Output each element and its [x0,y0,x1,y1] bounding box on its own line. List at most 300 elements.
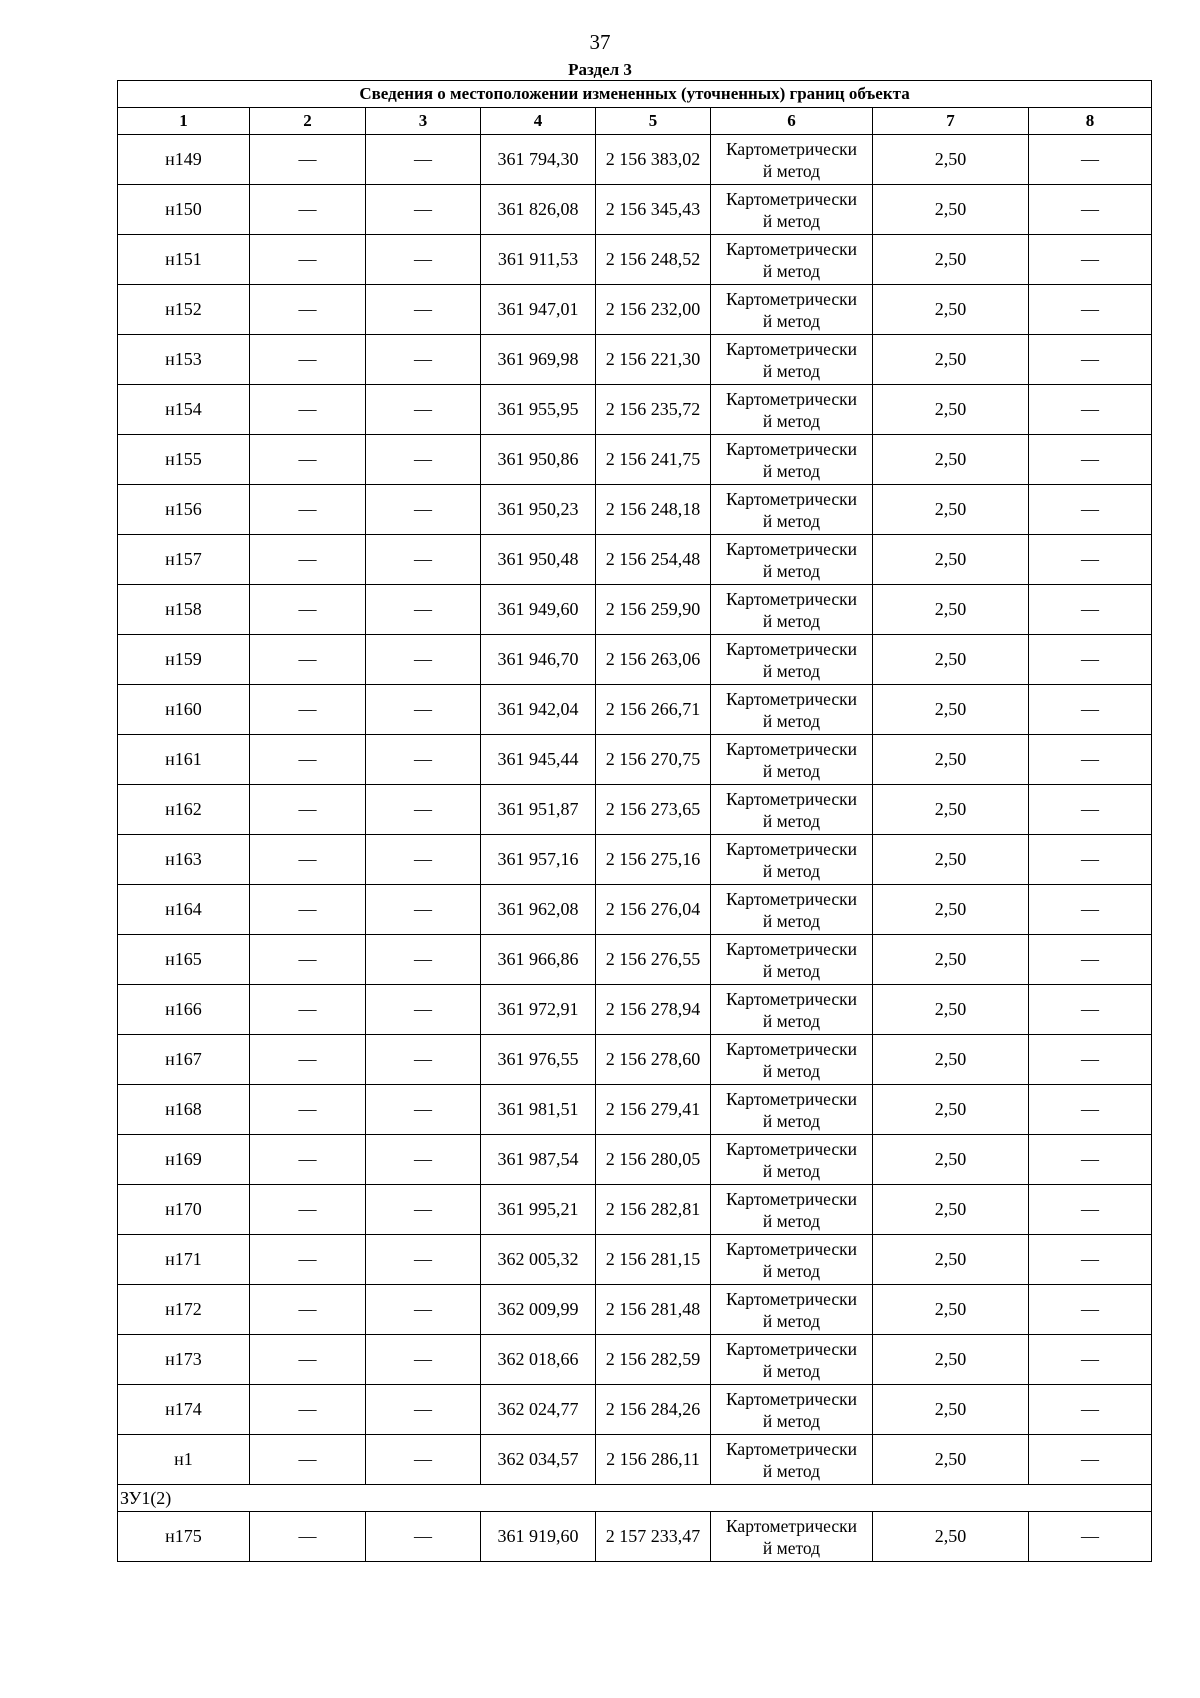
table-row [118,385,1152,435]
accuracy-cell: 2,50 [873,1512,1029,1562]
point-cell: н154 [118,385,250,435]
column-header: 3 [366,108,481,135]
dash-mark: — [414,549,432,569]
col2-cell [250,235,366,285]
method-line-1: Картометрически [725,188,858,209]
method-line-2: й метод [762,810,821,831]
col8-cell [1029,485,1152,535]
method-line-1: Картометрически [725,1188,858,1209]
point-cell: н163 [118,835,250,885]
col3-cell [366,1185,481,1235]
dash-mark: — [298,1149,317,1169]
x-coordinate-cell: 361 955,95 [481,385,596,435]
dash-mark: — [1081,599,1100,619]
accuracy-cell: 2,50 [873,1085,1029,1135]
accuracy-cell: 2,50 [873,785,1029,835]
col8-cell [1029,1435,1152,1485]
dash-mark: — [298,549,317,569]
y-coordinate-cell: 2 156 221,30 [596,335,711,385]
dash-mark: — [298,699,317,719]
method-line-2: й метод [762,1410,821,1431]
accuracy-cell: 2,50 [873,185,1029,235]
method-cell [711,1235,873,1285]
accuracy-cell: 2,50 [873,1435,1029,1485]
column-header: 2 [250,108,366,135]
col2-cell [250,385,366,435]
dash-mark: — [414,349,432,369]
x-coordinate-cell: 361 972,91 [481,985,596,1035]
method-line-2: й метод [762,360,821,381]
method-line-2: й метод [762,560,821,581]
method-line-1: Картометрически [725,1288,858,1309]
method-line-2: й метод [762,410,821,431]
col3-cell [366,835,481,885]
method-line-1: Картометрически [725,688,858,709]
col3-cell [366,235,481,285]
x-coordinate-cell: 362 018,66 [481,1335,596,1385]
y-coordinate-cell: 2 156 259,90 [596,585,711,635]
col3-cell [366,935,481,985]
method-line-1: Картометрически [725,288,858,309]
col8-cell [1029,285,1152,335]
method-line-2: й метод [762,1210,821,1231]
accuracy-cell: 2,50 [873,285,1029,335]
dash-mark: — [298,449,317,469]
col2-cell [250,1235,366,1285]
y-coordinate-cell: 2 156 286,11 [596,1435,711,1485]
method-line-1: Картометрически [725,338,858,359]
col2-cell [250,285,366,335]
x-coordinate-cell: 361 987,54 [481,1135,596,1185]
table-row [118,1385,1152,1435]
y-coordinate-cell: 2 156 282,59 [596,1335,711,1385]
col3-cell [366,485,481,535]
point-cell: н173 [118,1335,250,1385]
dash-mark: — [414,199,432,219]
method-cell [711,1385,873,1435]
method-cell [711,985,873,1035]
method-line-2: й метод [762,1537,821,1558]
y-coordinate-cell: 2 156 281,15 [596,1235,711,1285]
col8-cell [1029,785,1152,835]
table-row [118,1235,1152,1285]
method-line-2: й метод [762,1160,821,1181]
dash-mark: — [1081,549,1100,569]
dash-mark: — [414,499,432,519]
dash-mark: — [298,199,317,219]
dash-mark: — [414,1249,432,1269]
col8-cell [1029,235,1152,285]
col2-cell [250,1185,366,1235]
dash-mark: — [298,249,317,269]
group-row [118,1485,1152,1512]
table-row [118,785,1152,835]
method-line-2: й метод [762,1110,821,1131]
method-line-2: й метод [762,610,821,631]
method-line-1: Картометрически [725,238,858,259]
dash-mark: — [414,599,432,619]
method-line-1: Картометрически [725,438,858,459]
col8-cell [1029,1085,1152,1135]
col8-cell [1029,835,1152,885]
col8-cell [1029,735,1152,785]
dash-mark: — [414,1199,432,1219]
col3-cell [366,1235,481,1285]
table-row [118,585,1152,635]
x-coordinate-cell: 362 024,77 [481,1385,596,1435]
table-row [118,1435,1152,1485]
col2-cell [250,1035,366,1085]
dash-mark: — [298,1349,317,1369]
col3-cell [366,1135,481,1185]
method-line-1: Картометрически [725,1088,858,1109]
coordinates-table [117,80,1152,1562]
point-cell: н156 [118,485,250,535]
accuracy-cell: 2,50 [873,1135,1029,1185]
col8-cell [1029,885,1152,935]
method-line-2: й метод [762,960,821,981]
dash-mark: — [414,449,432,469]
accuracy-cell: 2,50 [873,235,1029,285]
accuracy-cell: 2,50 [873,885,1029,935]
method-cell [711,1285,873,1335]
table-row [118,1085,1152,1135]
method-line-1: Картометрически [725,588,858,609]
col3-cell [366,1385,481,1435]
method-cell [711,385,873,435]
dash-mark: — [1081,1299,1100,1319]
method-cell [711,1035,873,1085]
col3-cell [366,735,481,785]
x-coordinate-cell: 361 995,21 [481,1185,596,1235]
group-label: ЗУ1(2) [118,1485,1152,1512]
x-coordinate-cell: 361 942,04 [481,685,596,735]
method-line-1: Картометрически [725,938,858,959]
col8-cell [1029,985,1152,1035]
method-cell [711,735,873,785]
col3-cell [366,685,481,735]
col2-cell [250,1135,366,1185]
y-coordinate-cell: 2 156 284,26 [596,1385,711,1435]
table-caption: Сведения о местоположении измененных (уточненных) границ объекта [118,81,1152,108]
y-coordinate-cell: 2 156 248,52 [596,235,711,285]
dash-mark: — [298,1249,317,1269]
point-cell: н155 [118,435,250,485]
col2-cell [250,335,366,385]
method-line-1: Картометрически [725,388,858,409]
dash-mark: — [414,149,432,169]
method-cell [711,585,873,635]
col2-cell [250,1085,366,1135]
section-title: Раздел 3 [568,60,632,79]
dash-mark: — [414,699,432,719]
col3-cell [366,385,481,435]
col2-cell [250,535,366,585]
col2-cell [250,735,366,785]
table-row [118,735,1152,785]
x-coordinate-cell: 362 005,32 [481,1235,596,1285]
col8-cell [1029,185,1152,235]
dash-mark: — [1081,899,1100,919]
col2-cell [250,435,366,485]
dash-mark: — [298,1399,317,1419]
dash-mark: — [298,1099,317,1119]
table-row [118,485,1152,535]
table-row [118,685,1152,735]
col8-cell [1029,1235,1152,1285]
dash-mark: — [298,1526,317,1546]
dash-mark: — [414,1049,432,1069]
method-line-1: Картометрически [725,788,858,809]
method-line-1: Картометрически [725,1515,858,1536]
x-coordinate-cell: 361 951,87 [481,785,596,835]
dash-mark: — [298,599,317,619]
dash-mark: — [1081,1399,1100,1419]
point-cell: н164 [118,885,250,935]
accuracy-cell: 2,50 [873,1385,1029,1435]
point-cell: н150 [118,185,250,235]
point-cell: н159 [118,635,250,685]
method-cell [711,285,873,335]
method-cell [711,185,873,235]
col8-cell [1029,1285,1152,1335]
method-line-1: Картометрически [725,1338,858,1359]
col2-cell [250,485,366,535]
table-row [118,835,1152,885]
method-line-2: й метод [762,1260,821,1281]
dash-mark: — [414,749,432,769]
point-cell: н167 [118,1035,250,1085]
dash-mark: — [414,999,432,1019]
method-cell [711,535,873,585]
col3-cell [366,1335,481,1385]
accuracy-cell: 2,50 [873,1335,1029,1385]
y-coordinate-cell: 2 156 276,55 [596,935,711,985]
point-cell: н175 [118,1512,250,1562]
y-coordinate-cell: 2 156 266,71 [596,685,711,735]
dash-mark: — [414,849,432,869]
dash-mark: — [414,299,432,319]
method-cell [711,935,873,985]
point-cell: н174 [118,1385,250,1435]
y-coordinate-cell: 2 156 248,18 [596,485,711,535]
method-line-2: й метод [762,660,821,681]
col2-cell [250,1512,366,1562]
dash-mark: — [298,749,317,769]
dash-mark: — [1081,699,1100,719]
col3-cell [366,635,481,685]
x-coordinate-cell: 361 911,53 [481,235,596,285]
accuracy-cell: 2,50 [873,1035,1029,1085]
method-line-1: Картометрически [725,538,858,559]
method-line-2: й метод [762,710,821,731]
point-cell: н166 [118,985,250,1035]
accuracy-cell: 2,50 [873,635,1029,685]
dash-mark: — [298,399,317,419]
method-line-1: Картометрически [725,888,858,909]
table-row [118,1285,1152,1335]
dash-mark: — [414,799,432,819]
col8-cell [1029,1335,1152,1385]
method-line-1: Картометрически [725,638,858,659]
method-cell [711,1335,873,1385]
col8-cell [1029,1185,1152,1235]
dash-mark: — [1081,449,1100,469]
method-line-2: й метод [762,210,821,231]
method-cell [711,335,873,385]
col8-cell [1029,385,1152,435]
accuracy-cell: 2,50 [873,435,1029,485]
accuracy-cell: 2,50 [873,685,1029,735]
col2-cell [250,1385,366,1435]
method-cell [711,685,873,735]
point-cell: н162 [118,785,250,835]
dash-mark: — [1081,1199,1100,1219]
col8-cell [1029,1035,1152,1085]
table-row [118,985,1152,1035]
x-coordinate-cell: 361 976,55 [481,1035,596,1085]
col8-cell [1029,1135,1152,1185]
col2-cell [250,135,366,185]
col2-cell [250,635,366,685]
y-coordinate-cell: 2 156 276,04 [596,885,711,935]
method-line-1: Картометрически [725,1438,858,1459]
point-cell: н168 [118,1085,250,1135]
dash-mark: — [414,949,432,969]
dash-mark: — [1081,799,1100,819]
method-line-2: й метод [762,310,821,331]
x-coordinate-cell: 361 950,86 [481,435,596,485]
page-number: 37 [589,30,611,54]
method-cell [711,785,873,835]
method-cell [711,635,873,685]
x-coordinate-cell: 361 950,23 [481,485,596,535]
method-line-2: й метод [762,910,821,931]
point-cell: н172 [118,1285,250,1335]
table-row [118,535,1152,585]
x-coordinate-cell: 361 826,08 [481,185,596,235]
y-coordinate-cell: 2 156 235,72 [596,385,711,435]
col2-cell [250,1435,366,1485]
col2-cell [250,1285,366,1335]
table-row [118,235,1152,285]
col2-cell [250,1335,366,1385]
dash-mark: — [414,1149,432,1169]
col3-cell [366,785,481,835]
point-cell: н165 [118,935,250,985]
dash-mark: — [298,999,317,1019]
dash-mark: — [298,1199,317,1219]
col2-cell [250,885,366,935]
column-header: 6 [711,108,873,135]
dash-mark: — [1081,149,1100,169]
dash-mark: — [1081,949,1100,969]
x-coordinate-cell: 361 949,60 [481,585,596,635]
dash-mark: — [1081,1526,1100,1546]
accuracy-cell: 2,50 [873,1235,1029,1285]
accuracy-cell: 2,50 [873,385,1029,435]
method-line-1: Картометрически [725,138,858,159]
method-cell [711,435,873,485]
dash-mark: — [1081,1449,1100,1469]
col3-cell [366,1285,481,1335]
dash-mark: — [414,399,432,419]
method-line-2: й метод [762,760,821,781]
dash-mark: — [298,849,317,869]
method-line-2: й метод [762,1360,821,1381]
method-cell [711,1135,873,1185]
table-row [118,1512,1152,1562]
col3-cell [366,335,481,385]
col3-cell [366,1512,481,1562]
accuracy-cell: 2,50 [873,935,1029,985]
dash-mark: — [1081,649,1100,669]
method-line-1: Картометрически [725,488,858,509]
table-row [118,135,1152,185]
col8-cell [1029,435,1152,485]
dash-mark: — [1081,1349,1100,1369]
col8-cell [1029,635,1152,685]
x-coordinate-cell: 361 969,98 [481,335,596,385]
y-coordinate-cell: 2 156 270,75 [596,735,711,785]
table-row [118,1185,1152,1235]
method-cell [711,485,873,535]
y-coordinate-cell: 2 156 263,06 [596,635,711,685]
table-row [118,335,1152,385]
x-coordinate-cell: 361 966,86 [481,935,596,985]
table-row [118,635,1152,685]
dash-mark: — [1081,1049,1100,1069]
y-coordinate-cell: 2 156 281,48 [596,1285,711,1335]
col2-cell [250,835,366,885]
accuracy-cell: 2,50 [873,335,1029,385]
y-coordinate-cell: 2 156 241,75 [596,435,711,485]
method-cell [711,1185,873,1235]
accuracy-cell: 2,50 [873,1285,1029,1335]
col2-cell [250,985,366,1035]
x-coordinate-cell: 362 009,99 [481,1285,596,1335]
col3-cell [366,185,481,235]
y-coordinate-cell: 2 156 254,48 [596,535,711,585]
method-line-1: Картометрически [725,1038,858,1059]
method-cell [711,1435,873,1485]
dash-mark: — [1081,399,1100,419]
dash-mark: — [414,899,432,919]
dash-mark: — [414,1399,432,1419]
point-cell: н153 [118,335,250,385]
point-cell: н170 [118,1185,250,1235]
column-header-row [118,108,1152,135]
method-line-1: Картометрически [725,1388,858,1409]
dash-mark: — [298,499,317,519]
method-cell [711,835,873,885]
dash-mark: — [298,1049,317,1069]
y-coordinate-cell: 2 156 280,05 [596,1135,711,1185]
x-coordinate-cell: 361 794,30 [481,135,596,185]
x-coordinate-cell: 361 945,44 [481,735,596,785]
method-line-1: Картометрически [725,838,858,859]
accuracy-cell: 2,50 [873,535,1029,585]
dash-mark: — [1081,249,1100,269]
dash-mark: — [298,649,317,669]
y-coordinate-cell: 2 156 273,65 [596,785,711,835]
dash-mark: — [414,1299,432,1319]
point-cell: н161 [118,735,250,785]
x-coordinate-cell: 362 034,57 [481,1435,596,1485]
point-cell: н157 [118,535,250,585]
y-coordinate-cell: 2 156 275,16 [596,835,711,885]
x-coordinate-cell: 361 981,51 [481,1085,596,1135]
